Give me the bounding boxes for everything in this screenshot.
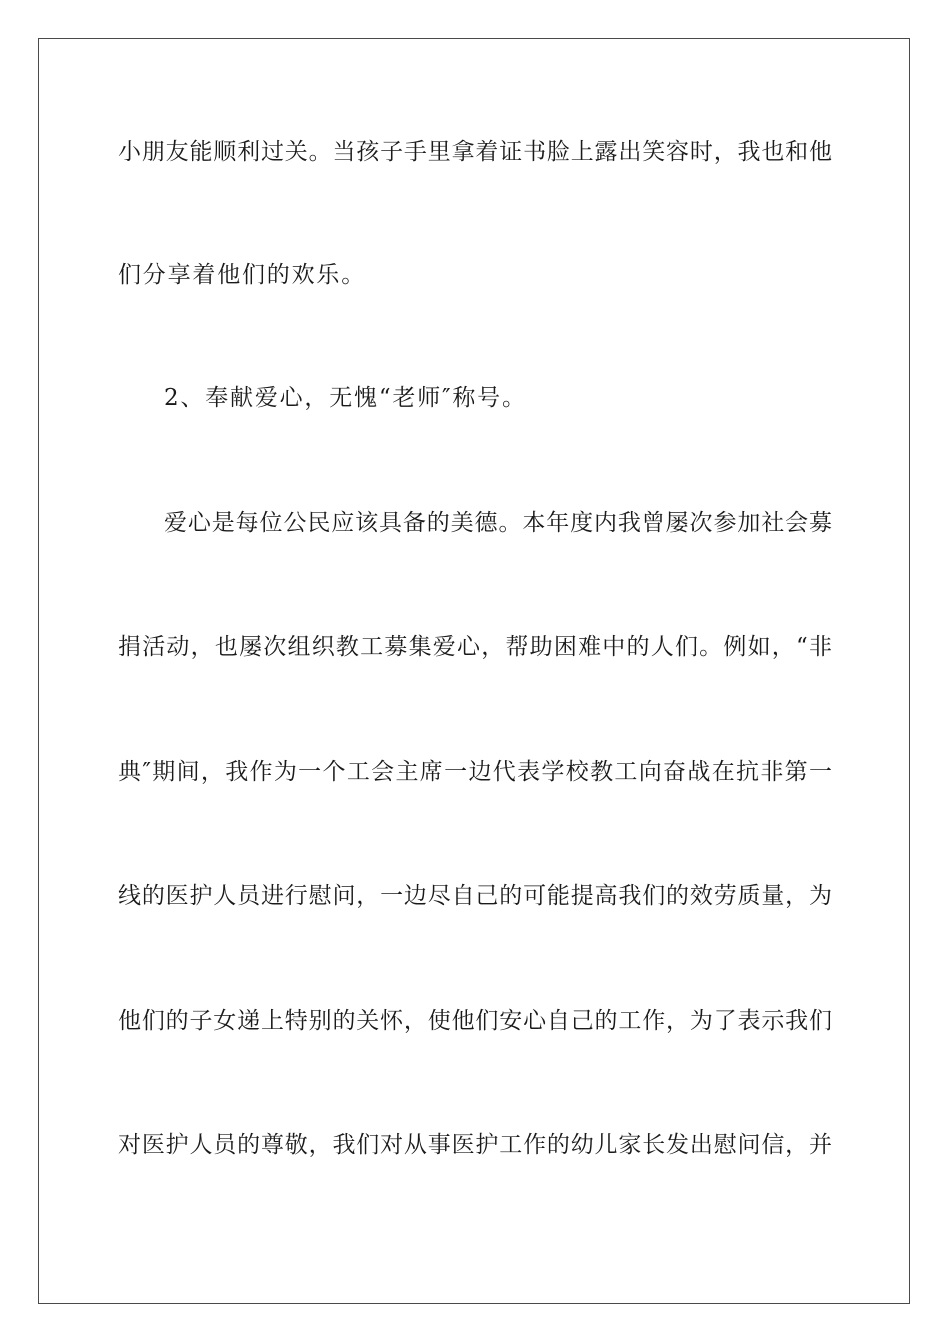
- body-text-line-8: 对医护人员的尊敬，我们对从事医护工作的幼儿家长发出慰问信，并: [118, 1132, 832, 1158]
- body-text-line-2: 们分享着他们的欢乐。: [118, 262, 366, 288]
- page-border: [38, 38, 910, 1304]
- body-text-line-1: 小朋友能顺利过关。当孩子手里拿着证书脸上露出笑容时，我也和他: [118, 139, 832, 165]
- body-text-line-5: 典″期间，我作为一个工会主席一边代表学校教工向奋战在抗非第一: [118, 759, 832, 785]
- body-text-line-7: 他们的子女递上特别的关怀，使他们安心自己的工作，为了表示我们: [118, 1008, 832, 1034]
- body-text-line-4: 捐活动，也屡次组织教工募集爱心，帮助困难中的人们。例如，“非: [118, 634, 832, 660]
- body-text-line-6: 线的医护人员进行慰问，一边尽自己的可能提高我们的效劳质量，为: [118, 883, 832, 909]
- section-heading: 2、奉献爱心，无愧“老师″称号。: [164, 385, 527, 411]
- body-text-line-3: 爱心是每位公民应该具备的美德。本年度内我曾屡次参加社会募: [164, 510, 832, 536]
